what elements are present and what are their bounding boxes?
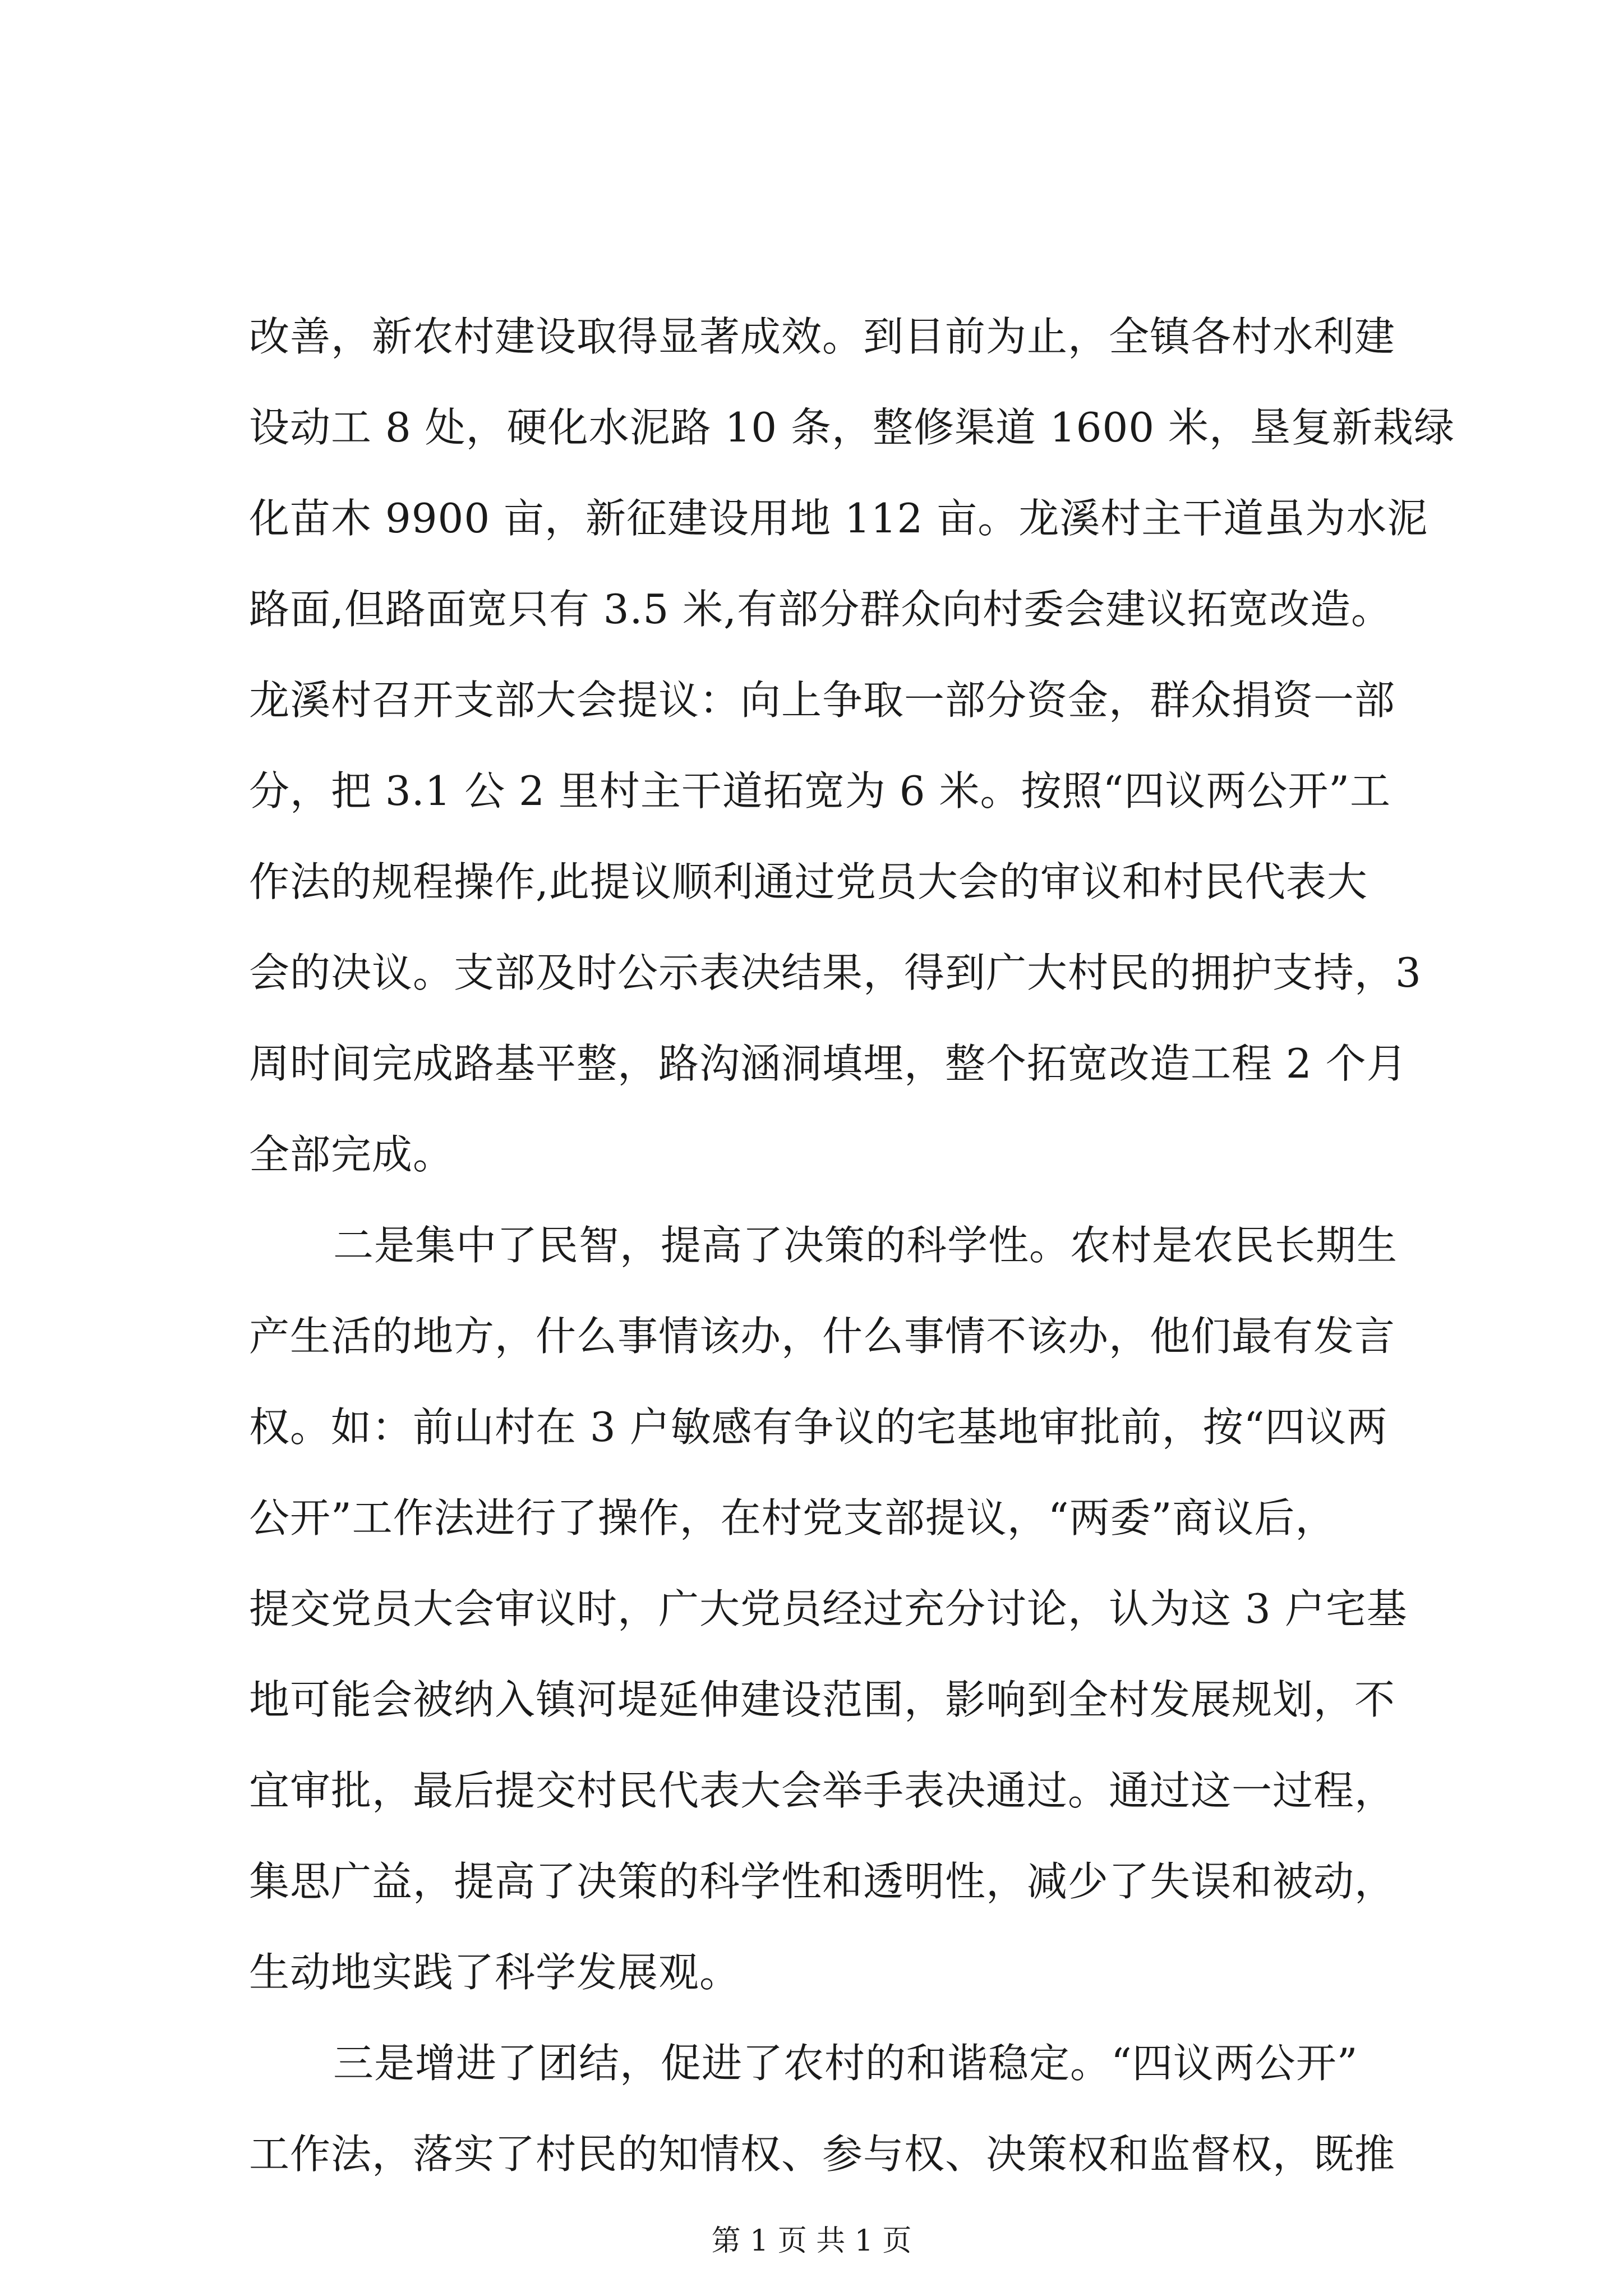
text-line: 分，把 3.1 公 2 里村主干道拓宽为 6 米。按照“四议两公开”工 (249, 767, 1391, 815)
text-line: 生动地实践了科学发展观。 (249, 1949, 741, 1996)
text-line: 宜审批，最后提交村民代表大会举手表决通过。通过这一过程， (249, 1767, 1396, 1814)
page-footer: 第 1 页 共 1 页 (711, 2224, 912, 2258)
text-line: 产生活的地方，什么事情该办，什么事情不该办，他们最有发言 (249, 1313, 1396, 1360)
paragraph-first-line: 三是增进了团结，促进了农村的和谐稳定。“四议两公开” (333, 2040, 1358, 2087)
text-line: 作法的规程操作,此提议顺利通过党员大会的审议和村民代表大 (249, 858, 1368, 905)
text-line: 全部完成。 (249, 1131, 454, 1178)
text-line: 设动工 8 处，硬化水泥路 10 条，整修渠道 1600 米，垦复新栽绿 (249, 404, 1455, 451)
text-line: 公开”工作法进行了操作，在村党支部提议，“两委”商议后， (249, 1494, 1336, 1542)
text-line: 会的决议。支部及时公示表决结果，得到广大村民的拥护支持，3 (249, 949, 1422, 996)
text-line: 化苗木 9900 亩，新征建设用地 112 亩。龙溪村主干道虽为水泥 (249, 495, 1428, 542)
text-line: 权。如：前山村在 3 户敏感有争议的宅基地审批前，按“四议两 (249, 1404, 1388, 1451)
text-line: 周时间完成路基平整，路沟涵洞填埋，整个拓宽改造工程 2 个月 (249, 1040, 1408, 1087)
text-line: 改善，新农村建设取得显著成效。到目前为止，全镇各村水利建 (249, 313, 1396, 360)
text-line: 提交党员大会审议时，广大党员经过充分讨论，认为这 3 户宅基 (249, 1585, 1408, 1632)
text-line: 路面,但路面宽只有 3.5 米,有部分群众向村委会建议拓宽改造。 (249, 586, 1393, 633)
paragraph-first-line: 二是集中了民智，提高了决策的科学性。农村是农民长期生 (333, 1222, 1398, 1269)
text-line: 龙溪村召开支部大会提议：向上争取一部分资金，群众捐资一部 (249, 677, 1396, 724)
text-line: 地可能会被纳入镇河堤延伸建设范围，影响到全村发展规划，不 (249, 1676, 1396, 1723)
text-line: 集思广益，提高了决策的科学性和透明性，减少了失误和被动， (249, 1858, 1396, 1905)
text-line: 工作法，落实了村民的知情权、参与权、决策权和监督权，既推 (249, 2131, 1396, 2178)
